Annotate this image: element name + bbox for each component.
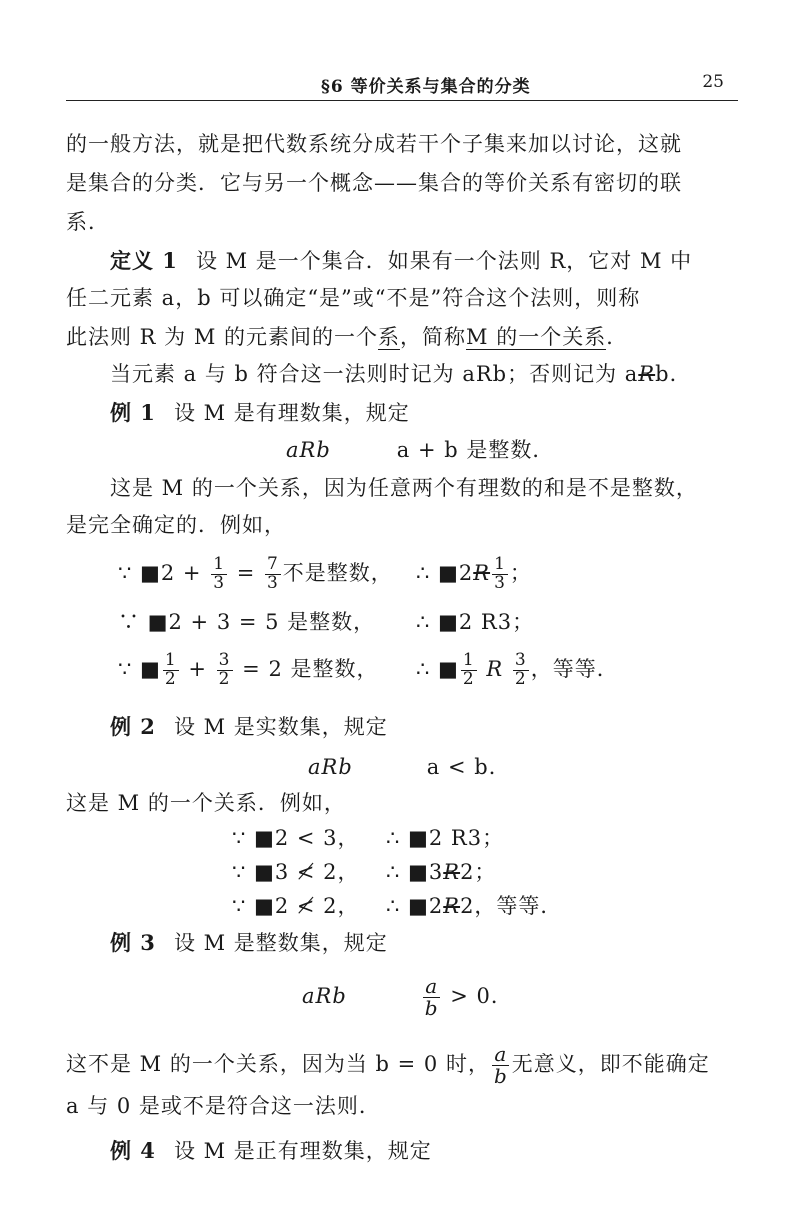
fraction: [163, 652, 179, 689]
therefore-text: ，等等．: [530, 656, 619, 681]
running-header: [66, 70, 738, 101]
formula-right: a < b．: [426, 755, 511, 779]
equals: =: [229, 560, 263, 585]
paragraph-text: 无意义，即不能确定: [511, 1052, 710, 1076]
formula-left: aRb: [286, 438, 331, 462]
formula-left: aRb: [302, 984, 347, 1008]
definition-label: 定义 1: [110, 248, 178, 273]
section-title: §6 等价关系与集合的分类: [321, 77, 531, 97]
relation: R: [478, 656, 511, 681]
example-row: [386, 862, 496, 883]
numerator: 1: [494, 554, 506, 574]
definition-formula: [286, 440, 554, 461]
denominator: 2: [218, 668, 231, 689]
denominator: 2: [514, 668, 527, 689]
plus: +: [180, 656, 215, 681]
underlined-blank: 系: [378, 325, 401, 349]
numerator: 1: [213, 554, 226, 574]
definition-text: ．: [606, 325, 629, 349]
numerator: a: [425, 974, 439, 998]
paragraph-text: 这不是 M 的一个关系，因为当 b = 0 时，: [66, 1052, 490, 1076]
example-intro: 设 M 是实数集，规定: [173, 715, 388, 739]
definition-text: 设 M 是一个集合．如果有一个法则 R，它对 M 中: [195, 249, 693, 273]
notation-line: [110, 364, 692, 385]
definition-text: 此法则 R 为 M 的元素间的一个: [66, 325, 379, 349]
definition-text: ，简称: [400, 325, 467, 349]
definition-line: 任二元素 a，b 可以确定“是”或“不是”符合这个法则，则称: [66, 286, 641, 310]
paragraph-line: [66, 1044, 710, 1087]
example-label: 例 1: [110, 400, 156, 425]
numerator: 3: [218, 650, 231, 670]
example-heading: [110, 1140, 432, 1162]
example-row: [386, 896, 562, 917]
paragraph-line: 是完全确定的．例如，: [66, 513, 286, 537]
therefore-text: 2，等等．: [460, 894, 563, 918]
fraction: [423, 976, 441, 1019]
therefore-text: ∴ ■2: [386, 894, 444, 918]
formula-right: a + b 是整数．: [396, 438, 555, 462]
fraction: [217, 652, 233, 689]
therefore-text: ∴ ■: [416, 656, 459, 681]
example-intro: 设 M 是正有理数集，规定: [173, 1139, 432, 1163]
example-heading: [110, 402, 410, 424]
because-text: ∵ ■2 +: [118, 560, 210, 585]
denominator: 2: [462, 668, 475, 689]
paragraph-line: 的一般方法，就是把代数系统分成若干个子集来加以讨论，这就: [66, 132, 682, 156]
example-row: ∴ ■2 R3；: [416, 610, 535, 634]
definition-formula: [302, 976, 513, 1019]
definition-formula: [308, 757, 511, 778]
paragraph-line: 这是 M 的一个关系，因为任意两个有理数的和是不是整数，: [110, 476, 698, 500]
example-label: 例 2: [110, 714, 156, 739]
denominator: 3: [213, 572, 226, 593]
definition-line: [66, 326, 628, 350]
paragraph-line: 是集合的分类．它与另一个概念——集合的等价关系有密切的联: [66, 171, 682, 195]
therefore-text: 2；: [460, 860, 497, 884]
denominator: 3: [266, 572, 279, 593]
formula-right: > 0．: [442, 984, 513, 1008]
example-row: [118, 556, 393, 593]
because-text: ∵ ■: [118, 656, 161, 681]
example-row: ∵ ■2 + 3 = 5 是整数，: [118, 610, 376, 634]
underlined-term: M 的一个关系: [466, 325, 607, 349]
denominator: b: [493, 1064, 508, 1088]
numerator: 1: [164, 650, 177, 670]
therefore-text: ∴ ■2: [416, 560, 474, 585]
therefore-text: ；: [509, 560, 532, 585]
fraction: [461, 652, 477, 689]
example-heading: [110, 932, 388, 954]
paragraph-line: a 与 0 是或不是符合这一法则．: [66, 1094, 381, 1118]
negated-relation: R: [473, 560, 491, 585]
example-label: 例 4: [110, 1138, 156, 1163]
example-row: [416, 652, 619, 689]
denominator: 2: [164, 668, 177, 689]
numerator: 7: [266, 554, 279, 574]
example-row: ∵ ■2 ≮ 2，: [232, 894, 360, 918]
notation-text: 当元素 a 与 b 符合这一法则时记为 aRb；否则记为 a: [110, 362, 639, 386]
example-row: [118, 652, 378, 689]
fraction: [265, 556, 281, 593]
example-intro: 设 M 是整数集，规定: [173, 931, 388, 955]
example-row: [416, 556, 532, 593]
numerator: 1: [462, 650, 475, 670]
definition-line: [110, 250, 692, 272]
example-intro: 设 M 是有理数集，规定: [173, 401, 410, 425]
paragraph-line: 系．: [66, 210, 110, 234]
fraction: [513, 652, 529, 689]
negated-relation: R: [638, 362, 656, 386]
denominator: b: [424, 996, 439, 1020]
page-number: 25: [702, 72, 724, 92]
example-label: 例 3: [110, 930, 156, 955]
formula-left: aRb: [308, 755, 353, 779]
fraction: [492, 556, 508, 593]
fraction: [211, 556, 227, 593]
paragraph-line: 这是 M 的一个关系．例如，: [66, 791, 346, 815]
example-row: ∴ ■2 R3；: [386, 826, 505, 850]
because-text: 不是整数，: [282, 560, 393, 585]
therefore-text: ∴ ■3: [386, 860, 444, 884]
because-text: = 2 是整数，: [234, 656, 379, 681]
example-row: ∵ ■3 ≮ 2，: [232, 860, 360, 884]
example-heading: [110, 716, 388, 738]
numerator: 3: [514, 650, 527, 670]
example-row: ∵ ■2 < 3，: [232, 826, 360, 850]
numerator: a: [494, 1042, 508, 1066]
denominator: 3: [494, 572, 506, 593]
negated-relation: R: [443, 860, 461, 884]
notation-text: b．: [655, 362, 692, 386]
negated-relation: R: [443, 894, 461, 918]
fraction: [492, 1044, 510, 1087]
